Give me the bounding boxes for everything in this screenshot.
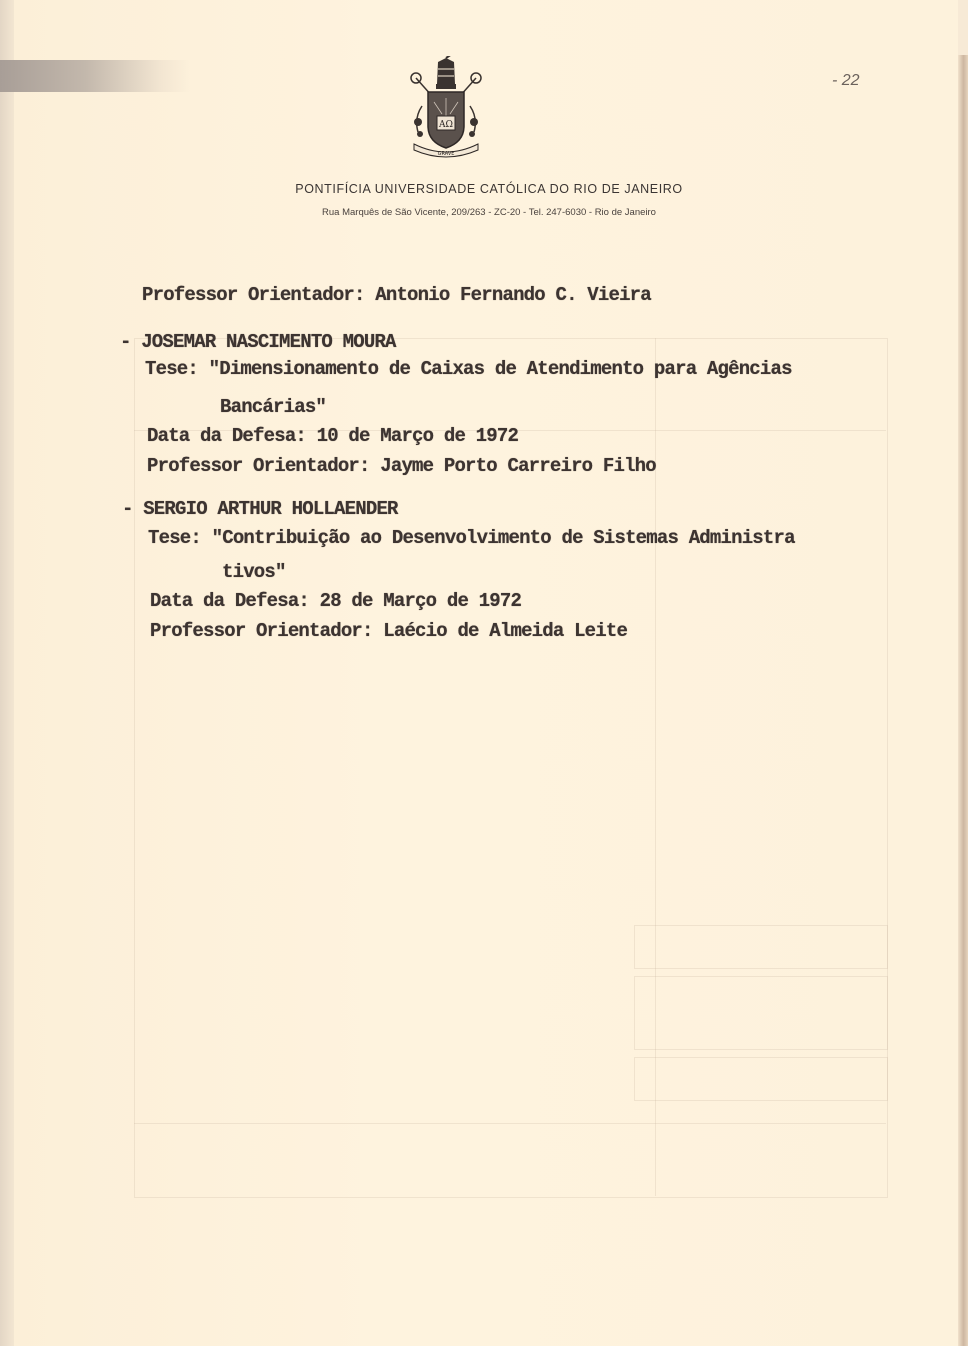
advisor-line: Professor Orientador: Laécio de Almeida Leite [150,620,628,642]
defense-date: Data da Defesa: 10 de Março de 1972 [147,425,519,447]
institution-name: PONTIFÍCIA UNIVERSIDADE CATÓLICA DO RIO DE JANEIRO [295,182,683,196]
page-left-edge [0,0,14,1346]
page-right-edge [958,55,968,1346]
institution-address: Rua Marquês de São Vicente, 209/263 - ZC-20 - Tel. 247-6030 - Rio de Janeiro [322,207,656,218]
thesis-title-line2: tivos" [222,561,286,583]
scanner-shadow [0,60,190,92]
university-coat-of-arms-icon [408,56,484,160]
svg-text:AΩ: AΩ [439,120,453,130]
ghost-capital-box [634,976,888,1050]
ghost-table-rule [134,1123,886,1124]
thesis-title-line1: Tese: "Dimensionamento de Caixas de Atendimento para Agências [145,358,792,380]
page-number: - 22 [832,72,860,89]
previous-advisor-line: Professor Orientador: Antonio Fernando C. Vieira [142,284,651,306]
page-right-corner [958,0,968,55]
thesis-title-line1: Tese: "Contribuição ao Desenvolvimento de Sistemas Administra [148,527,795,549]
ghost-subtotal-box [634,925,888,969]
svg-text:GRAVE: GRAVE [437,151,455,157]
thesis-title-line2: Bancárias" [220,396,327,418]
student-name: - JOSEMAR NASCIMENTO MOURA [120,331,396,353]
defense-date: Data da Defesa: 28 de Março de 1972 [150,590,522,612]
ghost-subtotal-box [634,1057,888,1101]
advisor-line: Professor Orientador: Jayme Porto Carreiro Filho [147,455,656,477]
student-name: - SERGIO ARTHUR HOLLAENDER [122,498,398,520]
